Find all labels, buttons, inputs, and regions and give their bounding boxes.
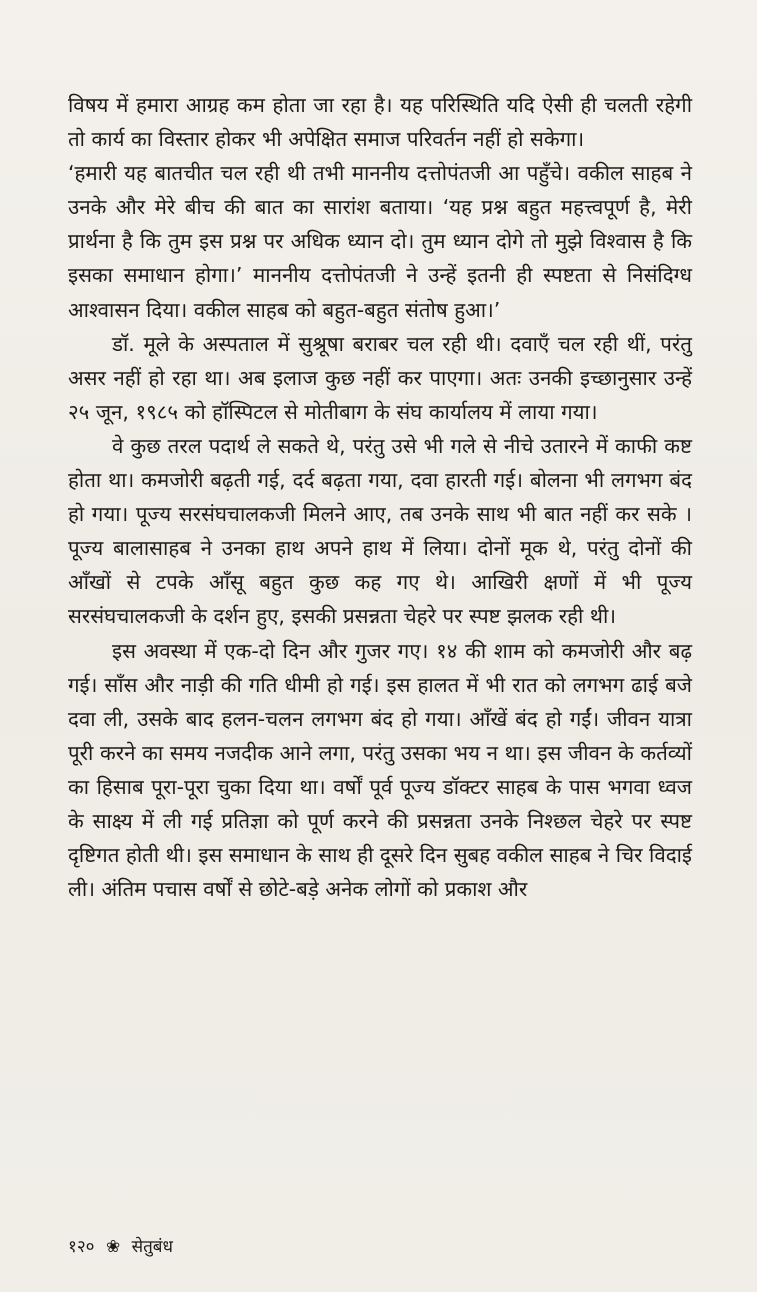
footer-separator-icon: ❀ <box>105 1237 121 1257</box>
page-number: १२० <box>68 1237 95 1257</box>
paragraph-weakness: वे कुछ तरल पदार्थ ले सकते थे, परंतु उसे भी गले से नीचे उतारने में काफी कष्ट होता था। कमजोरी बढ़ती गई, दर्द बढ़ता गया, दवा हारती गई। बोलना भी लगभग बंद हो गया। पूज्य सरसंघचालकजी मिलने आए, तब उनके साथ भी बात नहीं कर सके । पूज्य बालासाहब ने उनका हाथ अपने हाथ में लिया। दोनों मूक थे, परंतु दोनों की आँखों से टपके आँसू बहुत कुछ कह गए थे। आखिरी क्षणों में भी पूज्य सरसंघचालकजी के दर्शन हुए, इसकी प्रसन्नता चेहरे पर स्पष्ट झलक रही थी। <box>68 433 692 629</box>
paragraph-quote: ‘हमारी यह बातचीत चल रही थी तभी माननीय दत्तोपंतजी आ पहुँचे। वकील साहब ने उनके और मेरे बीच की बात का सारांश बताया। ‘यह प्रश्न बहुत महत्त्वपूर्ण है, मेरी प्रार्थना है कि तुम इस प्रश्न पर अधिक ध्यान दो। तुम ध्यान दोगे तो मुझे विश्वास है कि इसका समाधान होगा।’ माननीय दत्तोपंतजी ने उन्हें इतनी ही स्पष्टता से निसंदिग्ध आश्वासन दिया। वकील साहब को बहुत-बहुत संतोष हुआ।’ <box>68 161 692 322</box>
page-footer <box>68 1234 179 1257</box>
book-title: सेतुबंध <box>131 1237 173 1257</box>
paragraph-continuation: विषय में हमारा आग्रह कम होता जा रहा है। यह परिस्थिति यदि ऐसी ही चलती रहेगी तो कार्य का विस्तार होकर भी अपेक्षित समाज परिवर्तन नहीं हो सकेगा। <box>68 93 692 152</box>
body-text <box>68 88 692 906</box>
paragraph-hospital: डॉ. मूले के अस्पताल में सुश्रूषा बराबर चल रही थी। दवाएँ चल रही थीं, परंतु असर नहीं हो रहा था। अब इलाज कुछ नहीं कर पाएगा। अतः उनकी इच्छानुसार उन्हें २५ जून, १९८५ को हॉस्पिटल से मोतीबाग के संघ कार्यालय में लाया गया। <box>68 331 692 424</box>
paragraph-final-days: इस अवस्था में एक-दो दिन और गुजर गए। १४ की शाम को कमजोरी और बढ़ गई। साँस और नाड़ी की गति धीमी हो गई। इस हालत में भी रात को लगभग ढाई बजे दवा ली, उसके बाद हलन-चलन लगभग बंद हो गया। आँखें बंद हो गईं। जीवन यात्रा पूरी करने का समय नजदीक आने लगा, परंतु उसका भय न था। इस जीवन के कर्तव्यों का हिसाब पूरा-पूरा चुका दिया था। वर्षों पूर्व पूज्य डॉक्टर साहब के पास भगवा ध्वज के साक्ष्य में ली गई प्रतिज्ञा को पूर्ण करने की प्रसन्नता उनके निश्छल चेहरे पर स्पष्ट दृष्टिगत होती थी। इस समाधान के साथ ही दूसरे दिन सुबह वकील साहब ने चिर विदाई ली। अंतिम पचास वर्षों से छोटे-बड़े अनेक लोगों को प्रकाश और <box>68 638 692 902</box>
